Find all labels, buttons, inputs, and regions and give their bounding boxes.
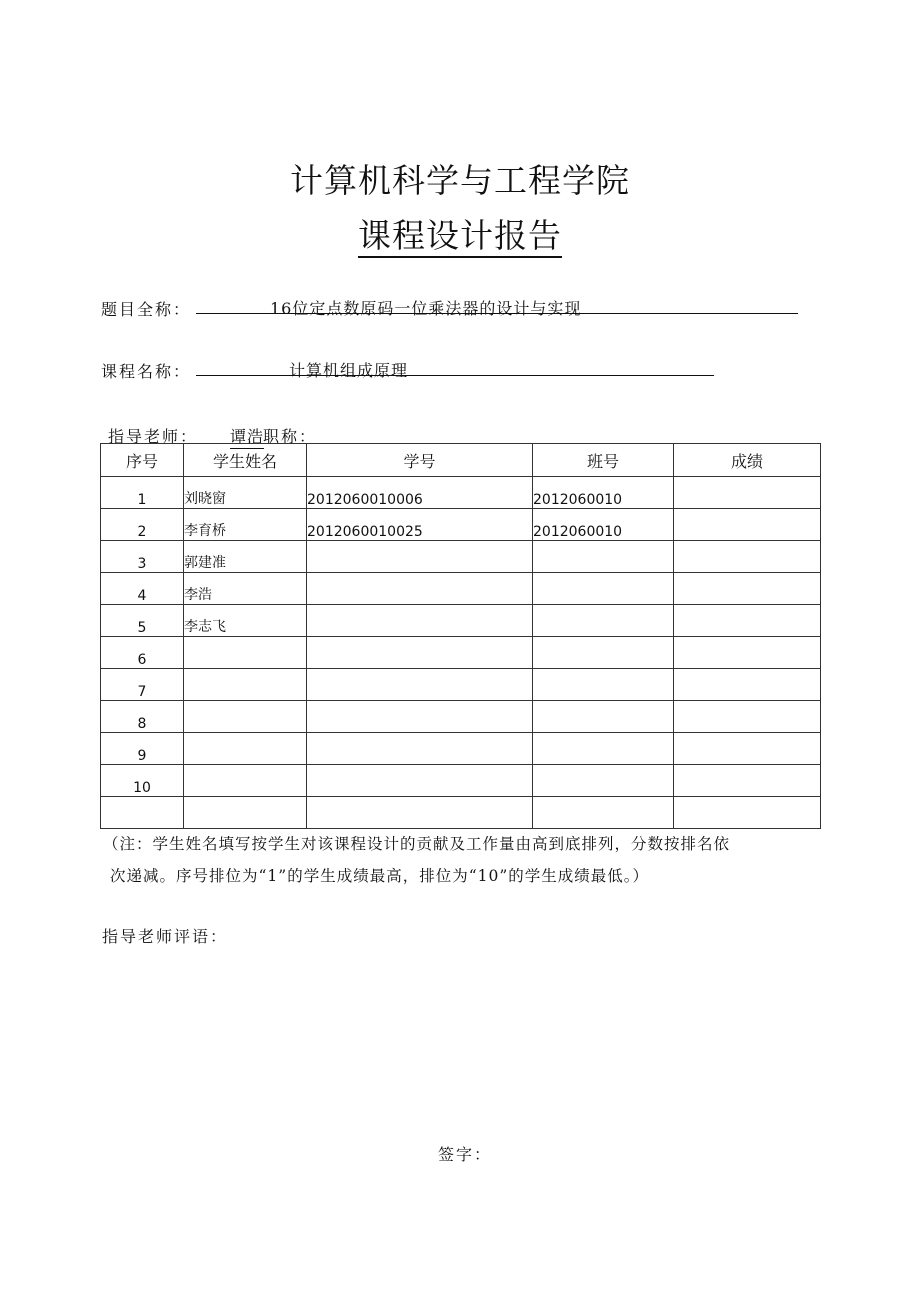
cell-id bbox=[307, 573, 533, 605]
note-line-1: （注：学生姓名填写按学生对该课程设计的贡献及工作量由高到底排列，分数按排名依 bbox=[103, 835, 731, 853]
cell-class bbox=[533, 733, 674, 765]
cell-seq: 1 bbox=[101, 477, 184, 509]
cell-seq: 7 bbox=[101, 669, 184, 701]
cell-id: 2012060010025 bbox=[307, 509, 533, 541]
header-id: 学号 bbox=[307, 444, 533, 477]
cell-seq bbox=[101, 797, 184, 829]
note-line-2: 次递减。序号排位为“1”的学生成绩最高，排位为“10”的学生成绩最低。） bbox=[110, 867, 650, 885]
cell-class bbox=[533, 541, 674, 573]
cell-id bbox=[307, 733, 533, 765]
table-row bbox=[101, 509, 821, 541]
cell-score bbox=[674, 637, 821, 669]
cell-score bbox=[674, 701, 821, 733]
cell-name: 李浩 bbox=[184, 573, 307, 605]
header-name: 学生姓名 bbox=[184, 444, 307, 477]
topic-value: 16位定点数原码一位乘法器的设计与实现 bbox=[270, 299, 582, 318]
cell-name: 李育桥 bbox=[184, 509, 307, 541]
cell-name bbox=[184, 733, 307, 765]
table-row bbox=[101, 733, 821, 765]
cell-class bbox=[533, 669, 674, 701]
cell-name: 李志飞 bbox=[184, 605, 307, 637]
header-score: 成绩 bbox=[674, 444, 821, 477]
cell-class bbox=[533, 765, 674, 797]
table-header-row bbox=[101, 444, 821, 477]
table-row bbox=[101, 637, 821, 669]
cell-class bbox=[533, 573, 674, 605]
advisor-comment-label: 指导老师评语： bbox=[102, 927, 229, 946]
cell-id bbox=[307, 797, 533, 829]
cell-seq: 4 bbox=[101, 573, 184, 605]
cell-id bbox=[307, 669, 533, 701]
cell-score bbox=[674, 765, 821, 797]
cell-score bbox=[674, 733, 821, 765]
cell-name bbox=[184, 701, 307, 733]
table-row bbox=[101, 573, 821, 605]
cell-name: 刘晓窗 bbox=[184, 477, 307, 509]
cell-score bbox=[674, 605, 821, 637]
cell-score bbox=[674, 573, 821, 605]
cell-score bbox=[674, 477, 821, 509]
cell-score bbox=[674, 541, 821, 573]
cell-id bbox=[307, 765, 533, 797]
report-title-text: 课程设计报告 bbox=[358, 216, 562, 258]
cell-id: 2012060010006 bbox=[307, 477, 533, 509]
cell-name: 郭建准 bbox=[184, 541, 307, 573]
cell-score bbox=[674, 669, 821, 701]
cell-class: 2012060010 bbox=[533, 477, 674, 509]
cell-id bbox=[307, 605, 533, 637]
report-title bbox=[0, 210, 920, 257]
cell-id bbox=[307, 701, 533, 733]
cell-class bbox=[533, 605, 674, 637]
advisor-title-label: 职称： bbox=[263, 427, 318, 446]
school-title: 计算机科学与工程学院 bbox=[290, 161, 630, 200]
cell-class bbox=[533, 637, 674, 669]
table-row bbox=[101, 701, 821, 733]
ranking-note bbox=[103, 828, 823, 892]
table-row bbox=[101, 797, 821, 829]
cell-seq: 6 bbox=[101, 637, 184, 669]
cell-name bbox=[184, 637, 307, 669]
cell-seq: 10 bbox=[101, 765, 184, 797]
cell-class bbox=[533, 701, 674, 733]
cell-seq: 2 bbox=[101, 509, 184, 541]
topic-label: 题目全称： bbox=[101, 300, 192, 319]
header-class: 班号 bbox=[533, 444, 674, 477]
course-value: 计算机组成原理 bbox=[289, 361, 409, 380]
advisor-name: 谭浩 bbox=[230, 424, 264, 449]
table-row bbox=[101, 477, 821, 509]
course-label: 课程名称： bbox=[101, 362, 192, 381]
table-row bbox=[101, 669, 821, 701]
table-row bbox=[101, 541, 821, 573]
cell-score bbox=[674, 797, 821, 829]
cell-class: 2012060010 bbox=[533, 509, 674, 541]
advisor-label: 指导老师： bbox=[108, 427, 199, 446]
cell-seq: 9 bbox=[101, 733, 184, 765]
course-underline bbox=[196, 353, 714, 376]
cell-name bbox=[184, 669, 307, 701]
cell-seq: 5 bbox=[101, 605, 184, 637]
cell-seq: 8 bbox=[101, 701, 184, 733]
cell-id bbox=[307, 541, 533, 573]
cell-score bbox=[674, 509, 821, 541]
table-row bbox=[101, 605, 821, 637]
cell-seq: 3 bbox=[101, 541, 184, 573]
cell-class bbox=[533, 797, 674, 829]
cell-name bbox=[184, 797, 307, 829]
student-table bbox=[100, 443, 821, 829]
signature-label: 签字： bbox=[438, 1145, 493, 1164]
cell-id bbox=[307, 637, 533, 669]
header-seq: 序号 bbox=[101, 444, 184, 477]
cell-name bbox=[184, 765, 307, 797]
table-row bbox=[101, 765, 821, 797]
